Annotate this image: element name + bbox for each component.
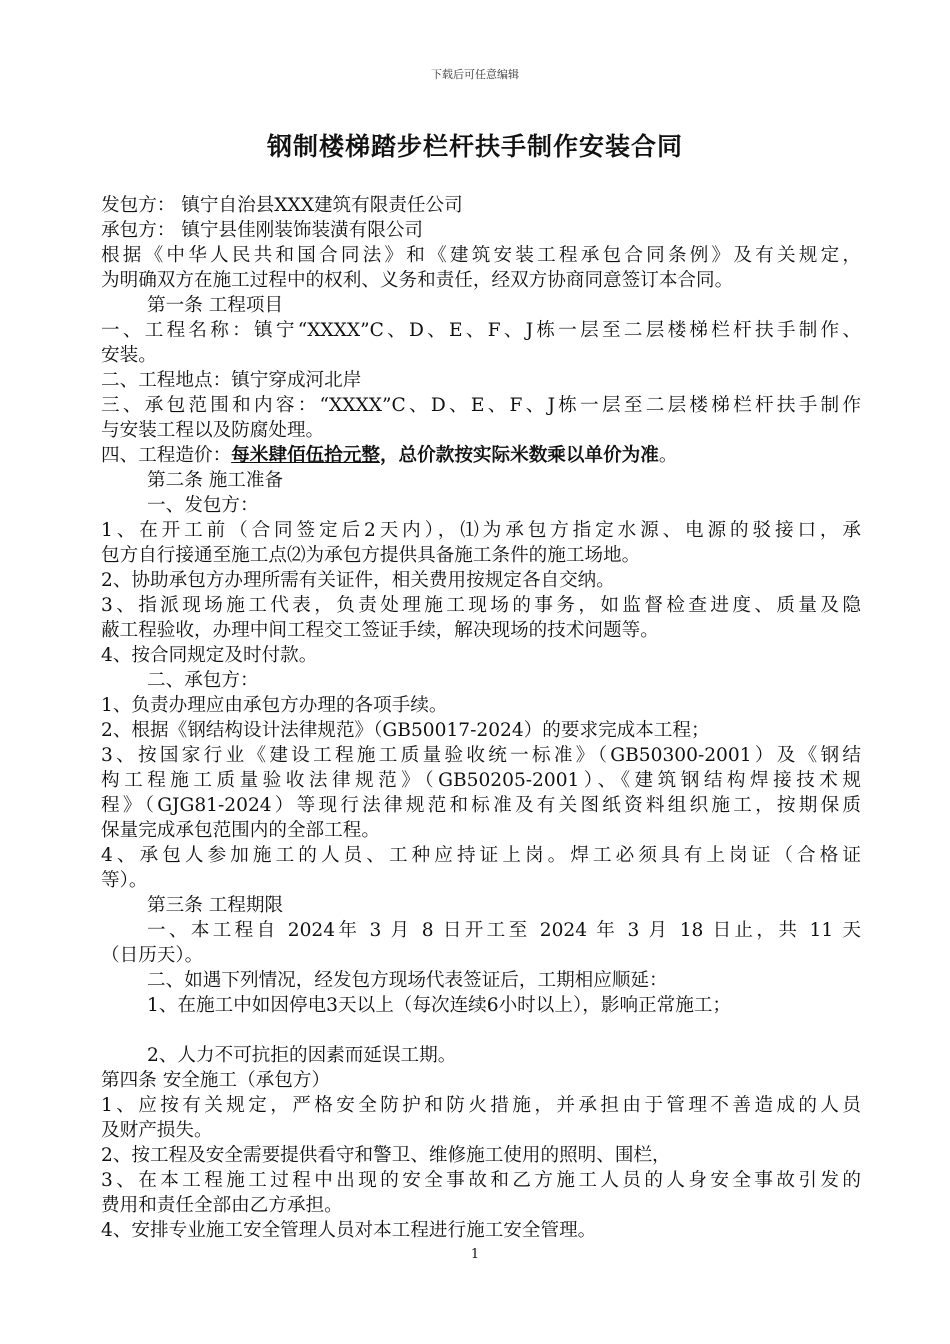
unit-price: 每米肆佰伍拾元整 <box>231 445 380 466</box>
project-price <box>101 443 861 468</box>
employer-duty-4: 4、按合同规定及时付款。 <box>101 645 318 666</box>
employer-duty-1-line-1: 1、在开工前（合同签定后2天内），⑴为承包方指定水源、电源的驳接口，承 <box>101 520 861 541</box>
preamble-line-1: 根据《中华人民共和国合同法》和《建筑安装工程承包合同条例》及有关规定， <box>101 245 861 266</box>
article-1-heading: 第一条 工程项目 <box>147 295 284 316</box>
preamble-line-2: 为明确双方在施工过程中的权利、义务和责任，经双方协商同意签订本合同。 <box>101 270 734 291</box>
employer-duty-3-line-1: 3、指派现场施工代表，负责处理施工现场的事务，如监督检查进度、质量及隐 <box>101 595 861 616</box>
price-basis: ，总价款按实际米数乘以单价为准 <box>379 445 659 466</box>
extension-condition-2: 2、人力不可抗拒的因素而延误工期。 <box>147 1045 457 1066</box>
employer-line: 发包方： 镇宁自治县XXX建筑有限责任公司 <box>101 195 463 216</box>
employer-duty-2: 2、协助承包方办理所需有关证件，相关费用按规定各自交纳。 <box>101 570 615 591</box>
safety-item-2: 2、按工程及安全需要提供看守和警卫、维修施工使用的照明、围栏， <box>101 1145 671 1166</box>
scope-line-1: 三、承包范围和内容：“XXXX”C、D、E、F、J栋一层至二层楼梯栏杆扶手制作 <box>101 395 861 416</box>
schedule-line-1: 一、本工程自 2024年 3 月 8 日开工至 2024 年 3 月 18 日止，共 11 天 <box>147 920 861 941</box>
safety-item-3-line-1: 3、在本工程施工过程中出现的安全事故和乙方施工人员的人身安全事故引发的 <box>101 1170 861 1191</box>
safety-item-1-line-1: 1、应按有关规定，严格安全防护和防火措施，并承担由于管理不善造成的人员 <box>101 1095 861 1116</box>
contractor-duty-4-line-2: 等）。 <box>101 870 148 891</box>
price-label: 四、工程造价： <box>101 445 232 466</box>
page-number: 1 <box>470 1247 480 1262</box>
safety-item-1-line-2: 及财产损失。 <box>101 1120 213 1141</box>
contractor-duty-3-line-1: 3、按国家行业《建设工程施工质量验收统一标准》（GB50300-2001）及《钢结 <box>101 745 861 766</box>
contractor-duties-heading: 二、承包方： <box>147 670 259 691</box>
project-location: 二、工程地点：镇宁穿成河北岸 <box>101 370 362 391</box>
employer-duty-1-line-2: 包方自行接通至施工点⑵为承包方提供具备施工条件的施工场地。 <box>101 545 641 566</box>
contractor-duty-1: 1、负责办理应由承包方办理的各项手续。 <box>101 695 448 716</box>
extension-condition-1: 1、在施工中如因停电3天以上（每次连续6小时以上），影响正常施工； <box>147 995 732 1016</box>
extension-conditions: 二、如遇下列情况，经发包方现场代表签证后，工期相应顺延： <box>147 970 668 991</box>
safety-item-4: 4、安排专业施工安全管理人员对本工程进行施工安全管理。 <box>101 1220 597 1241</box>
contractor-duty-3-line-4: 保量完成承包范围内的全部工程。 <box>101 820 380 841</box>
document-title: 钢制楼梯踏步栏杆扶手制作安装合同 <box>266 132 683 161</box>
article-4-heading: 第四条 安全施工（承包方） <box>101 1070 331 1091</box>
contractor-duty-4-line-1: 4、承包人参加施工的人员、工种应持证上岗。焊工必须具有上岗证（合格证 <box>101 845 861 866</box>
article-3-heading: 第三条 工程期限 <box>147 895 284 916</box>
project-name-line-1: 一、工程名称：镇宁“XXXX”C、D、E、F、J栋一层至二层楼梯栏杆扶手制作、 <box>101 320 861 341</box>
employer-duty-3-line-2: 蔽工程验收，办理中间工程交工签证手续，解决现场的技术问题等。 <box>101 620 659 641</box>
contractor-line: 承包方： 镇宁县佳刚装饰装潢有限公司 <box>101 220 424 241</box>
employer-duties-heading: 一、发包方： <box>147 495 259 516</box>
contractor-duty-3-line-3: 程》（GJG81-2024）等现行法律规范和标准及有关图纸资料组织施工，按期保质 <box>101 795 861 816</box>
page-header-note: 下载后可任意编辑 <box>431 68 519 81</box>
contractor-duty-3-line-2: 构工程施工质量验收法律规范》（GB50205-2001）、《建筑钢结构焊接技术规 <box>101 770 861 791</box>
project-name-line-2: 安装。 <box>101 345 157 366</box>
schedule-line-2: （日历天）。 <box>101 945 204 966</box>
scope-line-2: 与安装工程以及防腐处理。 <box>101 420 325 441</box>
contractor-duty-2: 2、根据《钢结构设计法律规范》（GB50017-2024）的要求完成本工程； <box>101 720 710 741</box>
article-2-heading: 第二条 施工准备 <box>147 470 284 491</box>
price-period: 。 <box>658 445 678 466</box>
safety-item-3-line-2: 费用和责任全部由乙方承担。 <box>101 1195 343 1216</box>
